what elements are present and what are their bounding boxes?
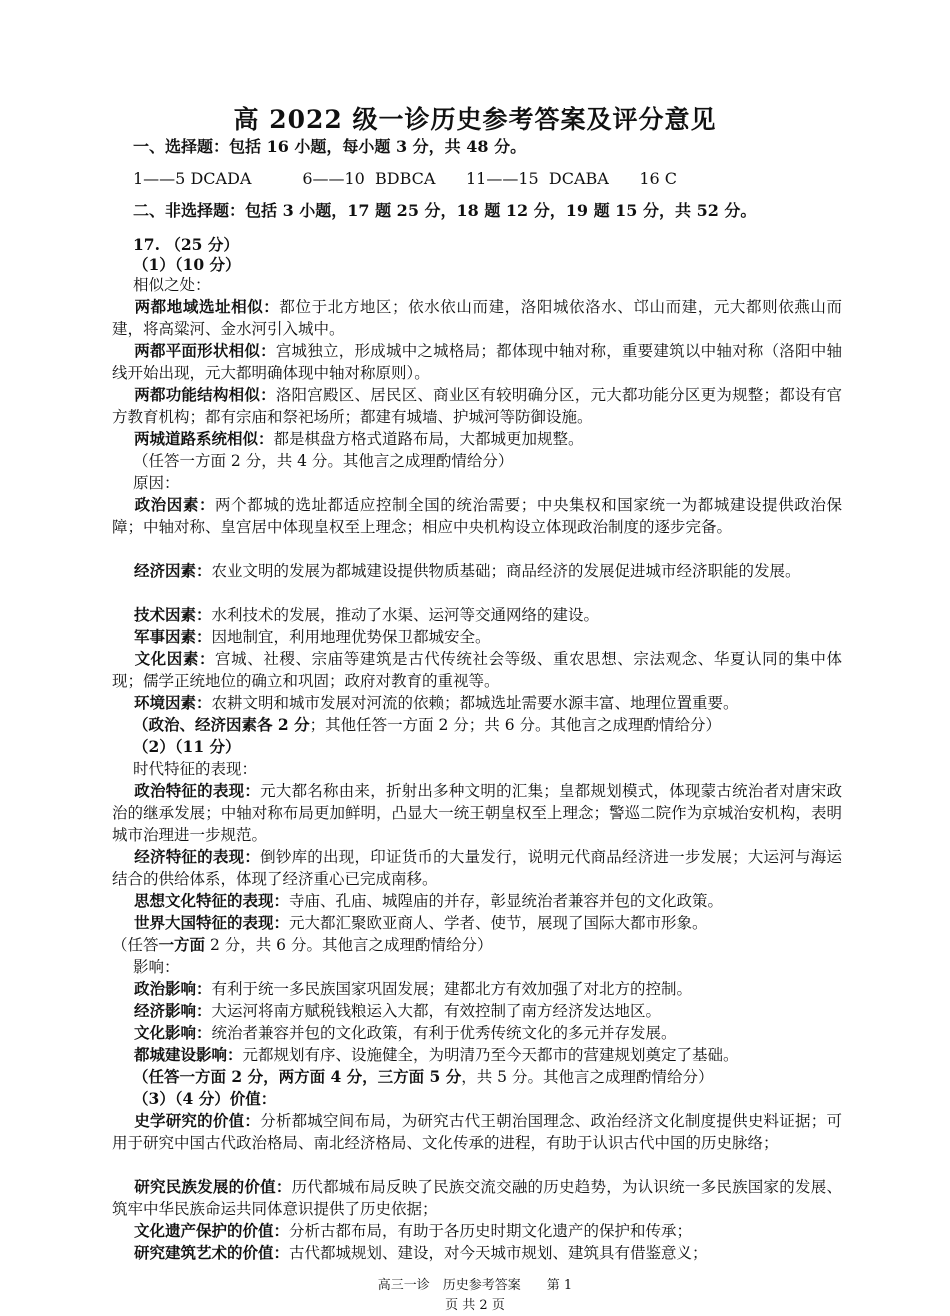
era-economic xyxy=(112,846,842,890)
scoring-note-bold: （政治、经济因素各 2 分 xyxy=(133,715,310,734)
item-body: 都是棋盘方格式道路布局，大都城更加规整。 xyxy=(273,430,584,448)
reason-environment xyxy=(112,692,842,714)
similarity-roads xyxy=(112,428,842,450)
impact-political xyxy=(112,978,842,1000)
similarity-shape xyxy=(112,340,842,384)
page-footer-line2: 页 共 2 页 xyxy=(445,1298,505,1313)
item-head: 政治影响： xyxy=(134,979,212,998)
scoring-note-rest: ；其他任答一方面 2 分；共 6 分。其他言之成理酌情给分） xyxy=(309,716,722,734)
scoring-note-rest: ，共 5 分。其他言之成理酌情给分） xyxy=(461,1068,714,1086)
reason-technical xyxy=(112,604,842,626)
item-body: 农耕文明和城市发展对河流的依赖；都城选址需要水源丰富、地理位置重要。 xyxy=(211,694,739,712)
impact-city-building xyxy=(112,1044,842,1066)
item-head: 经济因素： xyxy=(134,561,212,580)
era-cultural xyxy=(112,890,842,912)
scoring-note-bold: 一方面 xyxy=(158,935,206,954)
impact-cultural xyxy=(112,1022,842,1044)
scoring-note xyxy=(112,934,492,956)
item-body: 大运河将南方赋税钱粮运入大都，有效控制了南方经济发达地区。 xyxy=(211,1002,662,1020)
item-body: 水利技术的发展，推动了水渠、运河等交通网络的建设。 xyxy=(211,606,600,624)
item-head: 两都功能结构相似： xyxy=(134,385,276,404)
item-head: 文化影响： xyxy=(134,1023,212,1042)
item-head: 文化遗产保护的价值： xyxy=(134,1221,290,1240)
item-head: 政治特征的表现： xyxy=(134,781,261,800)
item-body: 分析古都布局，有助于各历史时期文化遗产的保护和传承； xyxy=(289,1222,693,1240)
item-body: 统治者兼容并包的文化政策，有利于优秀传统文化的多元并存发展。 xyxy=(211,1024,677,1042)
scoring-note-post: 2 分，共 6 分。其他言之成理酌情给分） xyxy=(205,936,493,954)
value-architecture xyxy=(112,1242,842,1264)
scoring-note xyxy=(133,714,721,736)
section-heading-nonchoice: 二、非选择题：包括 3 小题，17 题 25 分，18 题 12 分，19 题 15 分，共 52 分。 xyxy=(133,201,757,220)
scoring-note-pre: （任答 xyxy=(112,936,159,954)
item-body: 因地制宜，利用地理优势保卫都城安全。 xyxy=(211,628,491,646)
item-head: 环境因素： xyxy=(134,693,212,712)
item-body: 都位于北方地区；依水依山而建，洛阳城依洛水、邙山而建，元大都则依燕山而建，将高粱河、金水河引入城中。 xyxy=(112,298,842,338)
page-footer-line1: 高三一诊 历史参考答案 第 1 xyxy=(377,1278,573,1293)
value-historiography xyxy=(112,1110,842,1154)
item-head: 都城建设影响： xyxy=(134,1045,243,1064)
item-body: 元大都名称由来，折射出多种文明的汇集；皇都规划模式，体现蒙古统治者对唐宋政治的继承发展；中轴对称布局更加鲜明，凸显大一统王朝皇权至上理念；警巡二院作为京城治安机构，表明城市治理进一步规范。 xyxy=(112,782,842,844)
item-body: 宫城独立，形成城中之城格局；都体现中轴对称，重要建筑以中轴对称（洛阳中轴线开始出现，元大都明确体现中轴对称原则）。 xyxy=(112,342,842,382)
item-body: 古代都城规划、建设，对今天城市规划、建筑具有借鉴意义； xyxy=(289,1244,708,1262)
scoring-note xyxy=(133,1066,713,1088)
item-head: 政治因素： xyxy=(134,495,216,514)
item-body: 元大都汇聚欧亚商人、学者、使节，展现了国际大都市形象。 xyxy=(289,914,708,932)
page-title: 高 2022 级一诊历史参考答案及评分意见 xyxy=(233,105,717,134)
reason-cultural xyxy=(112,648,842,692)
item-head: 技术因素： xyxy=(134,605,212,624)
subquestion-1-heading: （1）（10 分） xyxy=(133,255,241,274)
item-body: 宫城、社稷、宗庙等建筑是古代传统社会等级、重农思想、宗法观念、华夏认同的集中体现；儒学正统地位的确立和巩固；政府对教育的重视等。 xyxy=(112,650,842,690)
similarity-heading: 相似之处： xyxy=(133,276,211,294)
scoring-note: （任答一方面 2 分，共 4 分。其他言之成理酌情给分） xyxy=(133,452,514,470)
item-head: 世界大国特征的表现： xyxy=(134,913,290,932)
item-head: 经济影响： xyxy=(134,1001,212,1020)
reason-heading: 原因： xyxy=(133,474,180,492)
question-17-heading: 17. （25 分） xyxy=(133,235,239,254)
item-head: 研究民族发展的价值： xyxy=(134,1177,292,1196)
item-body: 寺庙、孔庙、城隍庙的并存，彰显统治者兼容并包的文化政策。 xyxy=(289,892,724,910)
era-feature-heading: 时代特征的表现： xyxy=(133,760,258,778)
item-body: 农业文明的发展为都城建设提供物质基础；商品经济的发展促进城市经济职能的发展。 xyxy=(211,562,801,580)
value-heritage xyxy=(112,1220,842,1242)
similarity-location xyxy=(112,296,842,340)
item-head: 两都平面形状相似： xyxy=(134,341,276,360)
item-head: 研究建筑艺术的价值： xyxy=(134,1243,290,1262)
item-head: 史学研究的价值： xyxy=(134,1111,261,1130)
scoring-note-bold: （任答一方面 2 分，两方面 4 分，三方面 5 分 xyxy=(133,1067,462,1086)
similarity-function xyxy=(112,384,842,428)
subquestion-2-heading: （2）（11 分） xyxy=(133,737,241,756)
item-head: 军事因素： xyxy=(134,627,212,646)
impact-economic xyxy=(112,1000,842,1022)
item-head: 经济特征的表现： xyxy=(134,847,261,866)
item-body: 元都规划有序、设施健全，为明清乃至今天都市的营建规划奠定了基础。 xyxy=(242,1046,739,1064)
item-body: 倒钞库的出现，印证货币的大量发行，说明元代商品经济进一步发展；大运河与海运结合的供给体系，体现了经济重心已完成南移。 xyxy=(112,848,842,888)
impact-heading: 影响： xyxy=(133,958,180,976)
section-heading-choice: 一、选择题：包括 16 小题，每小题 3 分，共 48 分。 xyxy=(133,137,527,156)
item-body: 有利于统一多民族国家巩固发展；建都北方有效加强了对北方的控制。 xyxy=(211,980,693,998)
item-head: 两都地域选址相似： xyxy=(134,297,280,316)
item-body: 洛阳宫殿区、居民区、商业区有较明确分区，元大都功能分区更为规整；都设有官方教育机构；都有宗庙和祭祀场所；都建有城墙、护城河等防御设施。 xyxy=(112,386,842,426)
era-world-power xyxy=(112,912,842,934)
item-body: 历代都城布局反映了民族交流交融的历史趋势，为认识统一多民族国家的发展、筑牢中华民族命运共同体意识提供了历史依据； xyxy=(112,1178,842,1218)
reason-political xyxy=(112,494,842,538)
item-body: 两个都城的选址都适应控制全国的统治需要；中央集权和国家统一为都城建设提供政治保障；中轴对称、皇宫居中体现皇权至上理念；相应中央机构设立体现政治制度的逐步完备。 xyxy=(112,496,842,536)
reason-economic xyxy=(112,560,842,582)
item-body: 分析都城空间布局，为研究古代王朝治国理念、政治经济文化制度提供史料证据；可用于研究中国古代政治格局、南北经济格局、文化传承的进程，有助于认识古代中国的历史脉络； xyxy=(112,1112,842,1152)
era-political xyxy=(112,780,842,846)
item-head: 文化因素： xyxy=(134,649,216,668)
reason-military xyxy=(112,626,842,648)
item-head: 两城道路系统相似： xyxy=(134,429,274,448)
value-ethnic-development xyxy=(112,1176,842,1220)
choice-answers: 1——5 DCADA 6——10 BDBCA 11——15 DCABA 16 C xyxy=(133,169,678,188)
subquestion-3-heading: （3）（4 分）价值： xyxy=(133,1089,277,1108)
item-head: 思想文化特征的表现： xyxy=(134,891,290,910)
